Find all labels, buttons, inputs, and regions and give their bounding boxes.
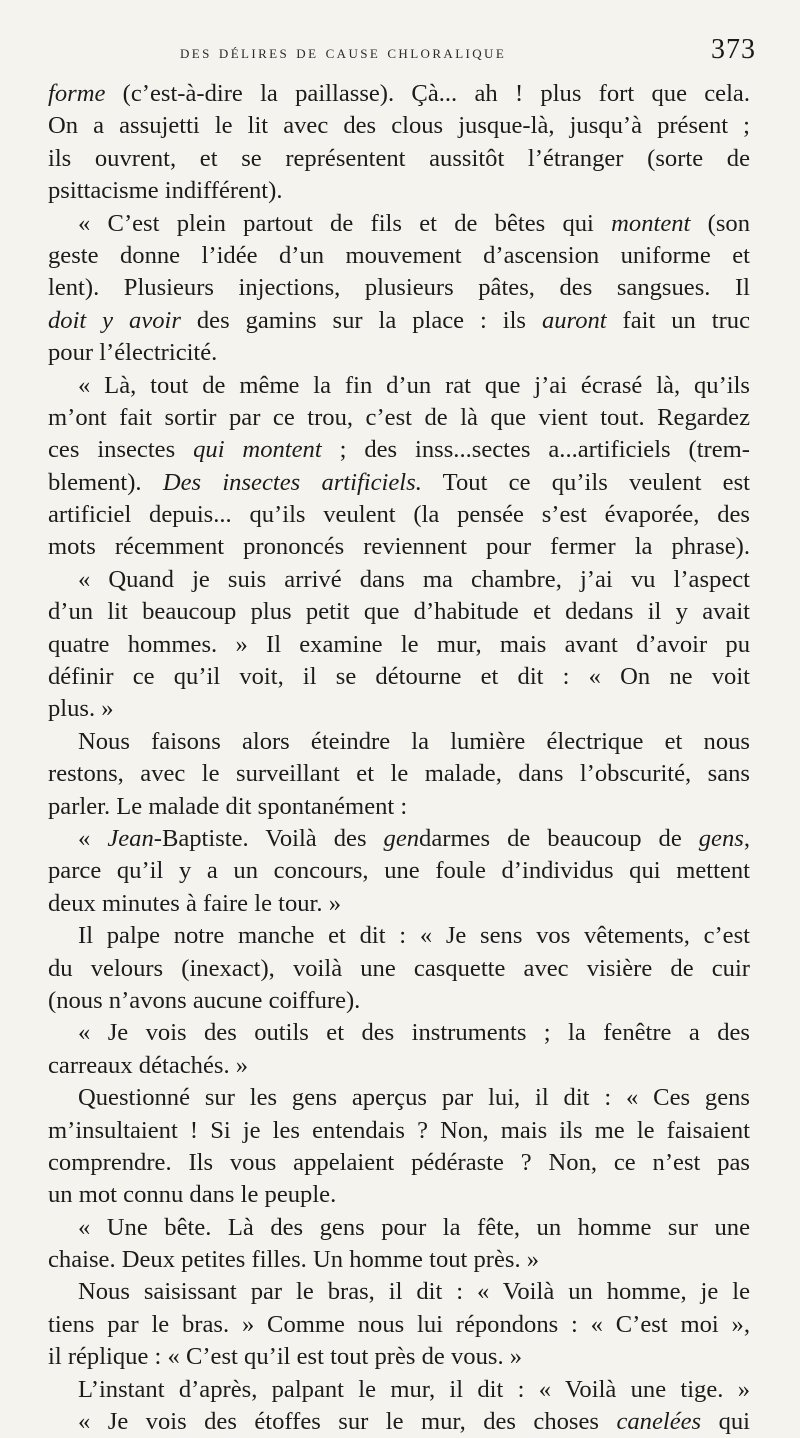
text-line: définir ce qu’il voit, il se détourne et dit : « On ne voit	[48, 663, 750, 691]
text-line: geste donne l’idée d’un mouvement d’ascension uniforme et	[48, 241, 750, 269]
text-line: un mot connu dans le peuple.	[48, 1181, 337, 1209]
text-line: Il palpe notre manche et dit : « Je sens vos vêtements, c’est	[78, 922, 750, 950]
text-line: carreaux détachés. »	[48, 1051, 249, 1079]
text-line: parce qu’il y a un concours, une foule d’individus qui mettent	[48, 857, 750, 885]
text-line: artificiel depuis... qu’ils veulent (la pensée s’est évaporée, des	[48, 501, 750, 529]
text-line: lent). Plusieurs injections, plusieurs pâtes, des sangsues. Il	[48, 274, 750, 302]
text-line: « Je vois des étoffes sur le mur, des choses canelées qui	[78, 1408, 750, 1436]
text-line: mots récemment prononcés reviennent pour fermer la phrase).	[48, 533, 750, 561]
text-line: parler. Le malade dit spontanément :	[48, 792, 408, 820]
text-line: L’instant d’après, palpant le mur, il dit : « Voilà une tige. »	[78, 1375, 750, 1403]
text-line: ils ouvrent, et se représentent aussitôt l’étranger (sorte de	[48, 144, 750, 172]
text-line: il réplique : « C’est qu’il est tout près de vous. »	[48, 1343, 523, 1371]
text-line: m’ont fait sortir par ce trou, c’est de là que vient tout. Regardez	[48, 403, 750, 431]
text-line: « Je vois des outils et des instruments ; la fenêtre a des	[78, 1019, 750, 1047]
text-line: « Une bête. Là des gens pour la fête, un homme sur une	[78, 1213, 750, 1241]
text-line: tiens par le bras. » Comme nous lui répondons : « C’est moi »,	[48, 1310, 750, 1338]
text-line: doit y avoir des gamins sur la place : ils auront fait un truc	[48, 306, 750, 334]
text-line: On a assujetti le lit avec des clous jusque-là, jusqu’à présent ;	[48, 112, 750, 140]
running-head	[48, 34, 756, 78]
text-line: chaise. Deux petites filles. Un homme tout près. »	[48, 1246, 540, 1274]
text-line: du velours (inexact), voilà une casquette avec visière de cuir	[48, 954, 750, 982]
text-line: « Jean-Baptiste. Voilà des gendarmes de beaucoup de gens,	[78, 824, 750, 852]
text-line: forme (c’est-à-dire la paillasse). Çà... ah ! plus fort que cela.	[48, 80, 750, 107]
body-text	[48, 78, 750, 1438]
text-line: (nous n’avons aucune coiffure).	[48, 986, 361, 1014]
text-line: Questionné sur les gens aperçus par lui, il dit : « Ces gens	[78, 1084, 750, 1112]
text-line: deux minutes à faire le tour. »	[48, 889, 341, 917]
text-line: pour l’électricité.	[48, 339, 218, 367]
text-line: comprendre. Ils vous appelaient pédéraste ? Non, ce n’est pas	[48, 1148, 750, 1176]
text-line: restons, avec le surveillant et le malade, dans l’obscurité, sans	[48, 760, 750, 788]
text-line: « Quand je suis arrivé dans ma chambre, j’ai vu l’aspect	[78, 565, 750, 593]
text-line: ces insectes qui montent ; des inss...sectes a...artificiels (trem-	[48, 436, 750, 464]
text-line: psittacisme indifférent).	[48, 177, 283, 205]
text-line: « C’est plein partout de fils et de bêtes qui montent (son	[78, 209, 750, 237]
text-line: Nous faisons alors éteindre la lumière électrique et nous	[78, 727, 750, 755]
text-line: blement). Des insectes artificiels. Tout ce qu’ils veulent est	[48, 468, 750, 496]
running-title: des délires de cause chloralique	[180, 42, 507, 63]
page-number: 373	[711, 34, 756, 65]
text-line: plus. »	[48, 695, 114, 723]
text-line: d’un lit beaucoup plus petit que d’habitude et dedans il y avait	[48, 598, 750, 626]
text-line: m’insultaient ! Si je les entendais ? Non, mais ils me le faisaient	[48, 1116, 750, 1144]
text-line: Nous saisissant par le bras, il dit : « Voilà un homme, je le	[78, 1278, 750, 1306]
text-line: quatre hommes. » Il examine le mur, mais avant d’avoir pu	[48, 630, 750, 658]
text-line: « Là, tout de même la fin d’un rat que j’ai écrasé là, qu’ils	[78, 371, 750, 399]
